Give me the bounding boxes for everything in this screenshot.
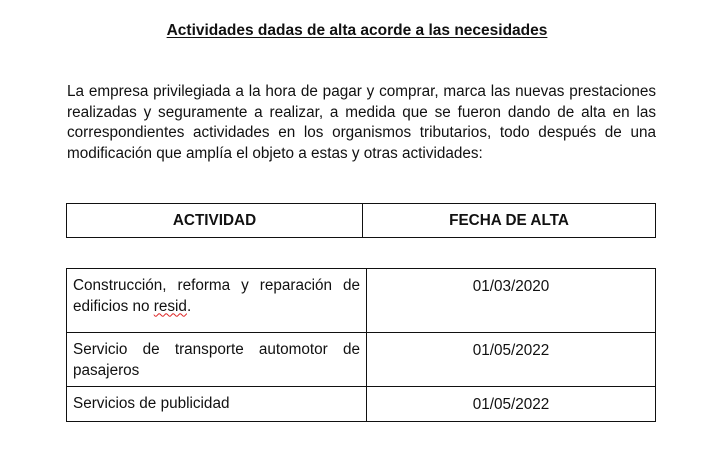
table-row — [67, 387, 656, 422]
actividad-cell — [67, 269, 367, 333]
header-actividad: ACTIVIDAD — [67, 204, 363, 238]
actividad-text: Construcción, reforma y reparación de edificios no — [73, 277, 360, 315]
activities-table — [66, 268, 656, 422]
intro-paragraph: La empresa privilegiada a la hora de pagar y comprar, marca las nuevas prestaciones realizadas y seguramente a realizar, a medida que se fueron dando de alta en las correspondientes actividades en los organismos tributarios, todo después de una modificación que amplía el objeto a estas y otras actividades: — [67, 83, 656, 162]
header-fecha-de-alta: FECHA DE ALTA — [363, 204, 656, 238]
spellcheck-flagged-word: resid — [153, 297, 187, 315]
fecha-cell: 01/03/2020 — [367, 269, 656, 333]
actividad-suffix: . — [186, 297, 192, 315]
header-row — [67, 204, 656, 238]
fecha-cell: 01/05/2022 — [367, 333, 656, 387]
document-title: Actividades dadas de alta acorde a las necesidades — [166, 22, 548, 39]
fecha-cell: 01/05/2022 — [367, 387, 656, 422]
actividad-cell: Servicios de publicidad — [67, 387, 367, 422]
table-row — [67, 269, 656, 333]
header-table — [66, 203, 656, 238]
table-row — [67, 333, 656, 387]
actividad-cell: Servicio de transporte automotor de pasajeros — [67, 333, 367, 387]
